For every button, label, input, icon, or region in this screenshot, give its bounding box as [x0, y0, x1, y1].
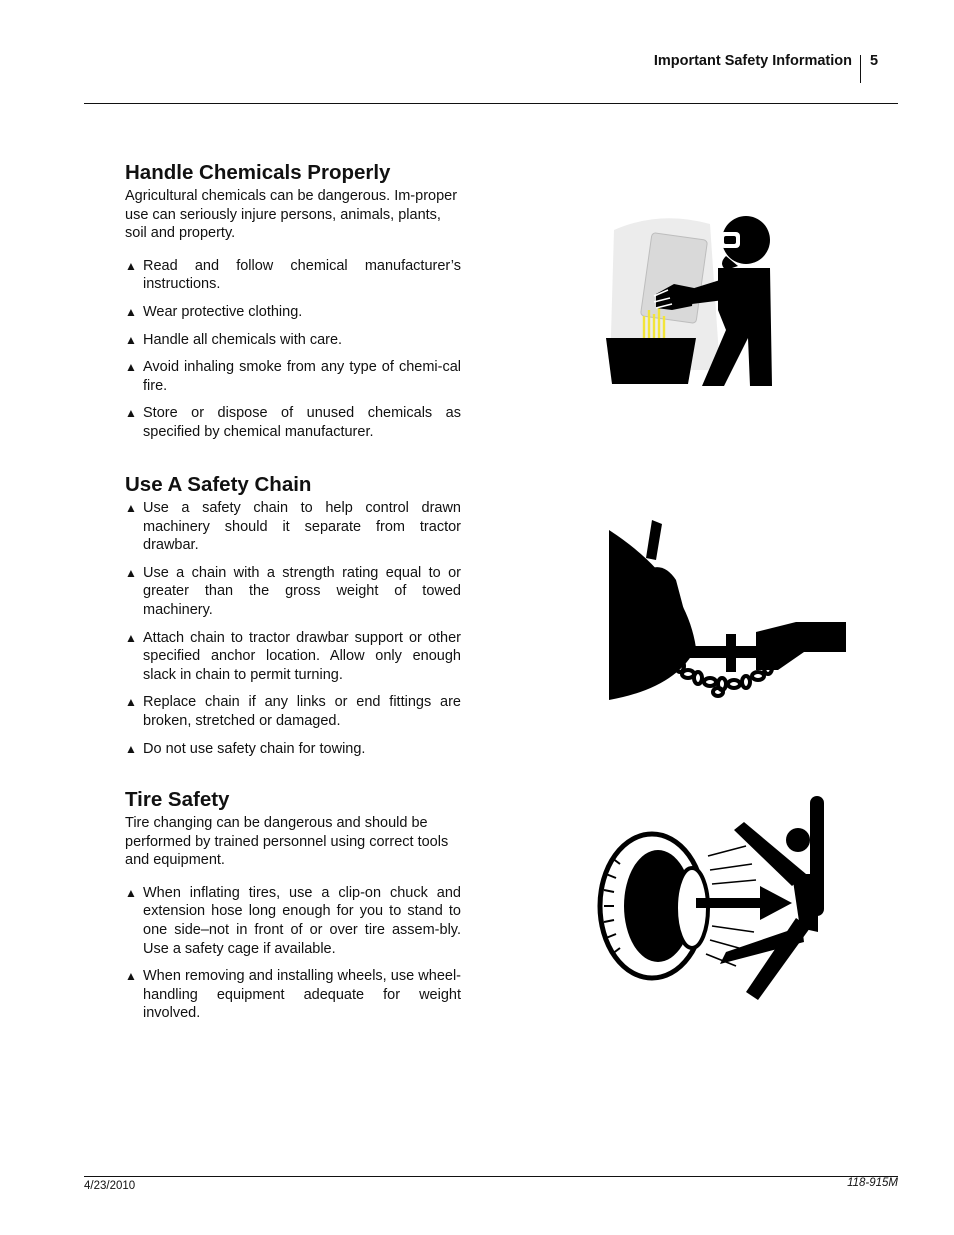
- bullet-text: Attach chain to tractor drawbar support or other specified anchor location. Allow only enough slack in chain to permit turning.: [143, 629, 461, 683]
- triangle-bullet-icon: ▲: [125, 885, 137, 900]
- section-safety-chain: [125, 473, 461, 758]
- header-title: Important Safety Information: [653, 53, 852, 69]
- triangle-bullet-icon: ▲: [125, 304, 137, 319]
- list-item: [125, 257, 461, 294]
- section-intro: Tire changing can be dangerous and should be performed by trained personnel using correct tools and equipment.: [125, 815, 449, 869]
- bullet-list: [125, 257, 461, 442]
- list-item: [125, 693, 461, 730]
- triangle-bullet-icon: ▲: [125, 258, 137, 273]
- triangle-bullet-icon: ▲: [125, 406, 137, 421]
- footer-date: 4/23/2010: [84, 1180, 136, 1192]
- list-item: [125, 404, 461, 441]
- triangle-bullet-icon: ▲: [125, 501, 137, 515]
- section-intro: Agricultural chemicals can be dangerous. Im-proper use can seriously injure persons, animals, plants, soil and property.: [125, 188, 458, 242]
- list-item: [125, 303, 461, 322]
- section-chemicals: [125, 161, 461, 442]
- bullet-text: Replace chain if any links or end fittings are broken, stretched or damaged.: [143, 694, 461, 729]
- bullet-text: Use a chain with a strength rating equal to or greater than the gross weight of towed machinery.: [143, 564, 461, 618]
- list-item: [125, 331, 461, 350]
- list-item: [125, 884, 461, 958]
- triangle-bullet-icon: ▲: [125, 332, 137, 347]
- bullet-text: Store or dispose of unused chemicals as specified by chemical manufacturer.: [143, 405, 461, 440]
- bullet-text: Avoid inhaling smoke from any type of chemi-cal fire.: [143, 359, 461, 394]
- triangle-bullet-icon: ▲: [125, 741, 137, 756]
- list-item: [125, 740, 461, 759]
- header-rule: [84, 103, 898, 104]
- bullet-text: Read and follow chemical manufacturer’s instructions.: [143, 257, 461, 293]
- bullet-text: Use a safety chain to help control drawn machinery should it separate from tractor drawbar.: [143, 500, 461, 554]
- page-number: 5: [870, 53, 879, 69]
- bullet-list: [125, 499, 461, 758]
- list-item: [125, 358, 461, 395]
- bullet-text: When inflating tires, use a clip-on chuck and extension hose long enough for you to stand to one side–not in front of or over tire assem-bly. Use a safety cage if available.: [143, 884, 461, 957]
- footer-doc-number: 118-915M: [847, 1177, 898, 1189]
- list-item: [125, 629, 461, 685]
- bullet-text: Wear protective clothing.: [143, 303, 303, 320]
- list-item: [125, 564, 461, 620]
- section-heading: Use A Safety Chain: [125, 473, 312, 496]
- safety-chain-illustration: [606, 520, 850, 704]
- section-tire-safety: [125, 788, 461, 1023]
- section-heading: Handle Chemicals Properly: [125, 161, 391, 184]
- triangle-bullet-icon: ▲: [125, 695, 137, 710]
- triangle-bullet-icon: ▲: [125, 969, 137, 984]
- triangle-bullet-icon: ▲: [125, 565, 137, 580]
- section-heading: Tire Safety: [125, 788, 230, 811]
- footer-rule: [84, 1176, 898, 1177]
- bullet-text: Handle all chemicals with care.: [143, 331, 343, 348]
- list-item: [125, 499, 461, 555]
- chemical-handling-illustration: [600, 210, 780, 390]
- triangle-bullet-icon: ▲: [125, 360, 137, 375]
- triangle-bullet-icon: ▲: [125, 630, 137, 645]
- bullet-text: When removing and installing wheels, use wheel-handling equipment adequate for weight involved.: [143, 968, 461, 1022]
- bullet-text: Do not use safety chain for towing.: [143, 740, 366, 757]
- list-item: [125, 967, 461, 1023]
- tire-explosion-illustration: [596, 794, 836, 1006]
- header-separator: [860, 55, 861, 83]
- bullet-list: [125, 884, 461, 1023]
